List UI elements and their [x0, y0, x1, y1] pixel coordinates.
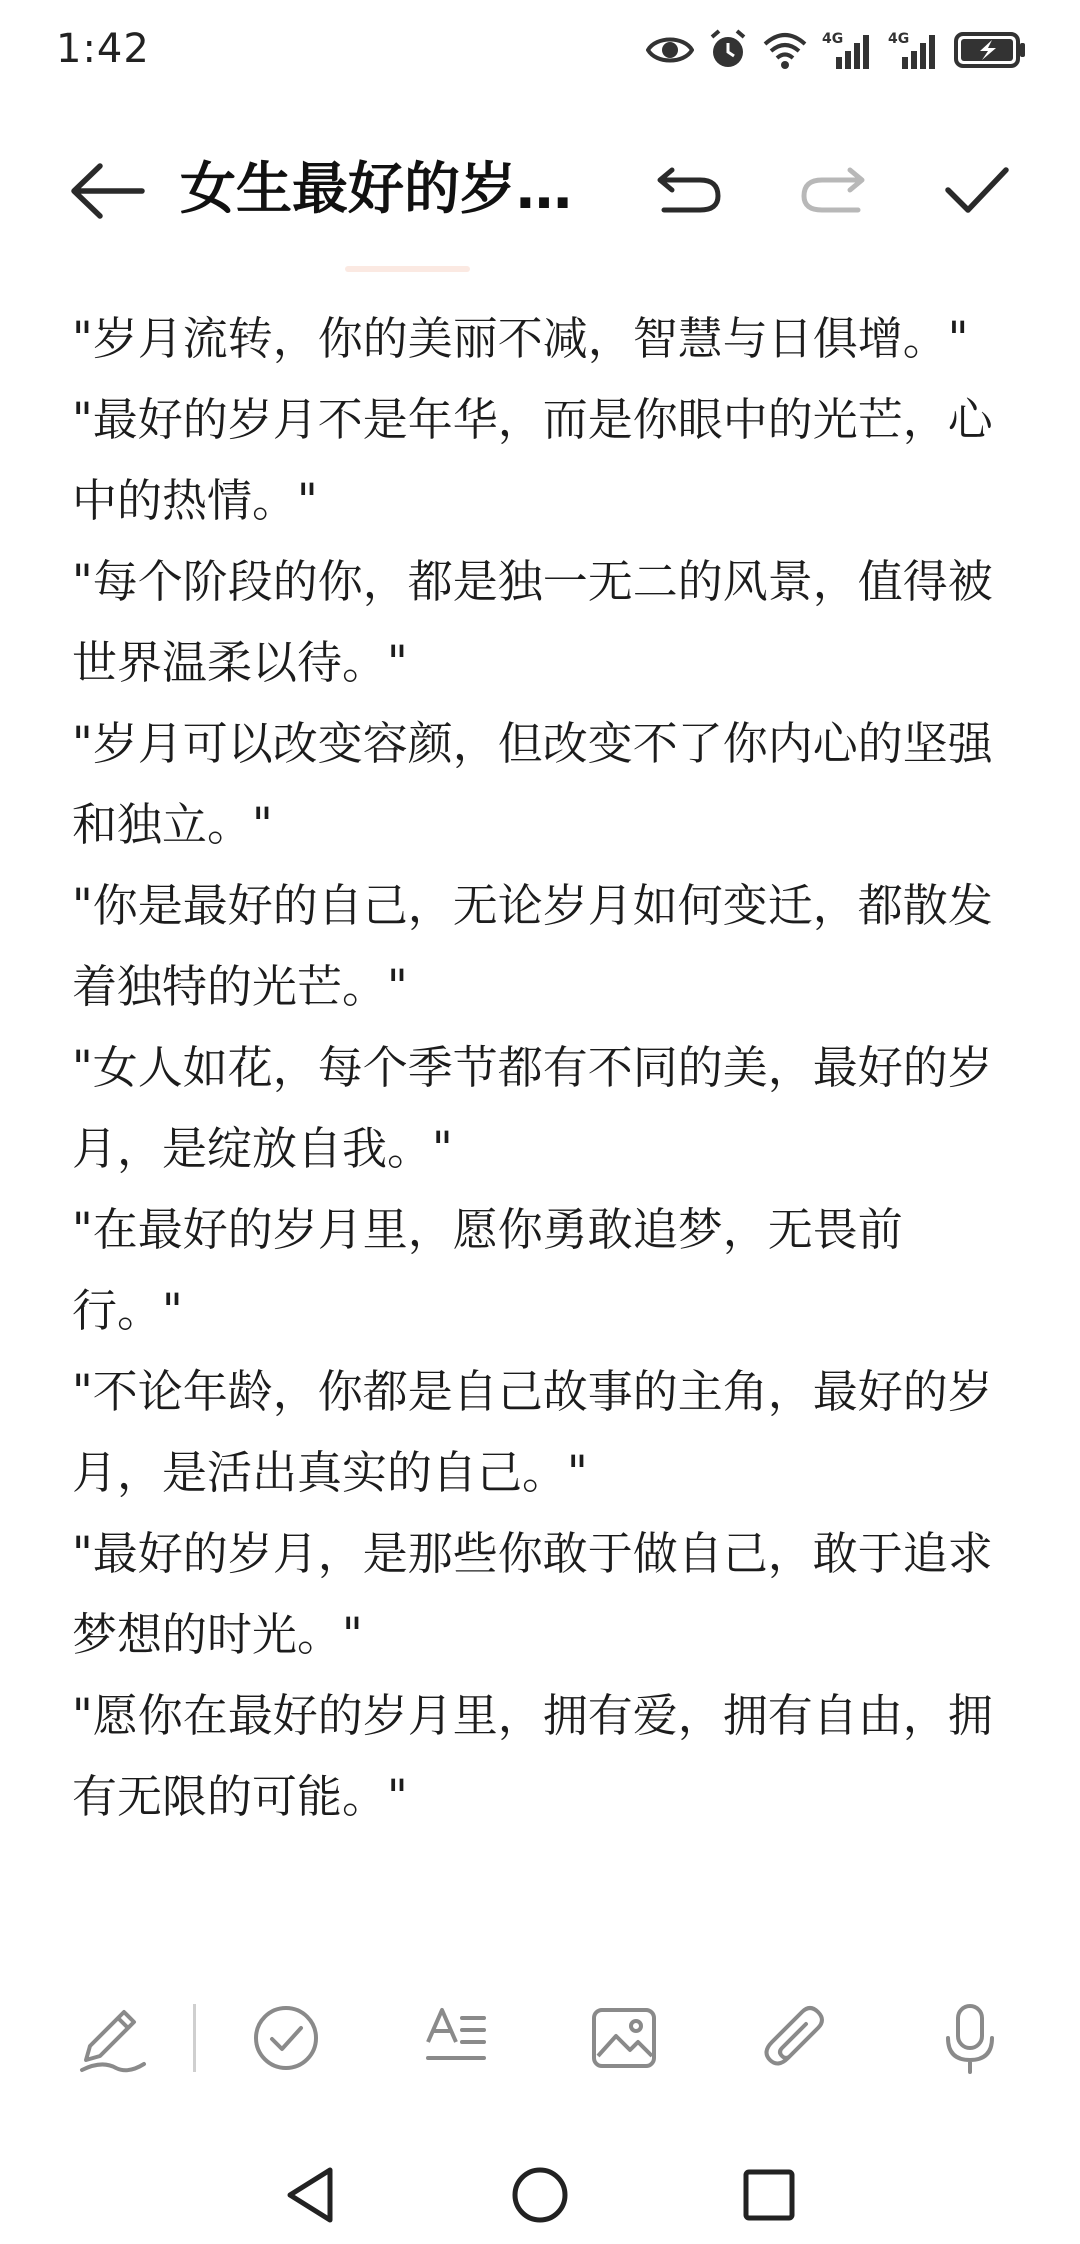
status-bar: [0, 0, 1080, 100]
redo-button[interactable]: [796, 160, 870, 220]
check-icon: [942, 160, 1012, 220]
attachment-icon: [756, 1998, 836, 2078]
signal-4g-icon: [822, 29, 874, 71]
nav-home-icon: [505, 2160, 575, 2230]
signal-4g-icon: [888, 29, 940, 71]
signal-label-1: 4G: [822, 31, 844, 47]
paragraph: "你是最好的自己，无论岁月如何变迁，都散发着独特的光芒。": [72, 879, 993, 1013]
attachment-button[interactable]: [756, 1998, 836, 2078]
handwriting-button[interactable]: [72, 1998, 152, 2078]
handwriting-pen-icon: [72, 1998, 152, 2078]
nav-home-button[interactable]: [505, 2160, 575, 2230]
nav-back-icon: [276, 2160, 346, 2230]
paragraph: "在最好的岁月里，愿你勇敢追梦，无畏前行。": [72, 1203, 903, 1337]
paragraph: "岁月可以改变容颜，但改变不了你内心的坚强和独立。": [72, 717, 993, 851]
paragraph: "每个阶段的你，都是独一无二的风景，值得被世界温柔以待。": [72, 555, 993, 689]
alarm-icon: [708, 29, 748, 71]
status-icons: [646, 24, 1028, 76]
paragraph: "最好的岁月不是年华，而是你眼中的光芒，心中的热情。": [72, 393, 993, 527]
voice-input-button[interactable]: [930, 1998, 1010, 2078]
undo-icon: [652, 160, 726, 220]
back-button[interactable]: [62, 156, 152, 226]
undo-button[interactable]: [652, 160, 726, 220]
system-nav-bar: [0, 2150, 1080, 2244]
note-body[interactable]: [72, 298, 1012, 1837]
note-title[interactable]: 女生最好的岁…: [180, 157, 572, 222]
microphone-icon: [930, 1998, 1010, 2078]
insert-image-button[interactable]: [584, 1998, 664, 2078]
arrow-left-icon: [62, 156, 152, 226]
paragraph: "女人如花，每个季节都有不同的美，最好的岁月，是绽放自我。": [72, 1041, 993, 1175]
nav-recents-icon: [734, 2160, 804, 2230]
checklist-icon: [246, 1998, 326, 2078]
text-style-icon: [416, 1998, 496, 2078]
done-button[interactable]: [942, 160, 1012, 220]
text-style-button[interactable]: [416, 1998, 496, 2078]
wifi-icon: [762, 30, 808, 70]
editing-toolbar: [0, 1990, 1080, 2100]
editor-top-bar: [0, 130, 1080, 250]
image-edge-hint: [345, 266, 470, 272]
paragraph: "愿你在最好的岁月里，拥有爱，拥有自由，拥有无限的可能。": [72, 1689, 993, 1823]
paragraph: "岁月流转，你的美丽不减，智慧与日俱增。": [72, 312, 969, 365]
image-icon: [584, 1998, 664, 2078]
paragraph: "最好的岁月，是那些你敢于做自己，敢于追求梦想的时光。": [72, 1527, 993, 1661]
checklist-button[interactable]: [246, 1998, 326, 2078]
redo-icon: [796, 160, 870, 220]
eye-icon: [646, 32, 694, 68]
signal-label-2: 4G: [888, 31, 910, 47]
nav-recents-button[interactable]: [734, 2160, 804, 2230]
toolbar-divider: [193, 2004, 196, 2072]
battery-charging-icon: [954, 30, 1028, 70]
nav-back-button[interactable]: [276, 2160, 346, 2230]
paragraph: "不论年龄，你都是自己故事的主角，最好的岁月，是活出真实的自己。": [72, 1365, 993, 1499]
status-time: 1:42: [56, 26, 150, 72]
